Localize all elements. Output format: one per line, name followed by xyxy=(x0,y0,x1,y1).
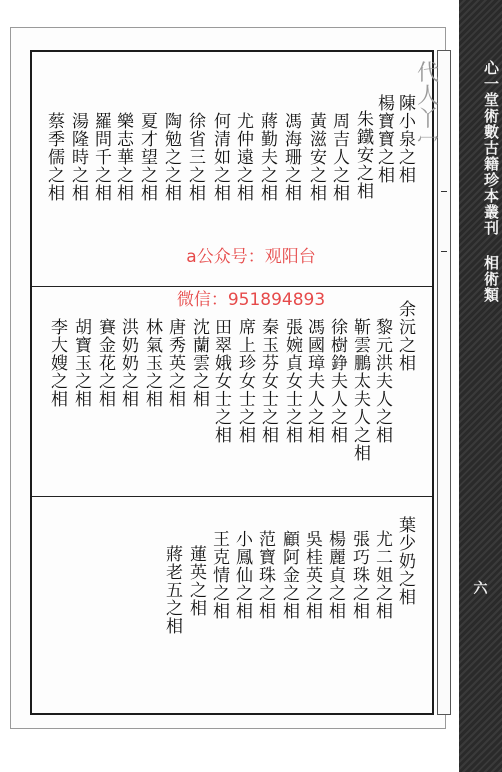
name-entry: 徐省三之相 xyxy=(185,112,205,202)
name-entry: 尤仲遠之相 xyxy=(233,112,253,202)
name-entry: 范寶珠之相 xyxy=(255,530,275,620)
name-entry: 秦玉芬女士之相 xyxy=(258,318,278,444)
header-char: 丫 xyxy=(416,107,439,133)
name-entry: 尤二姐之相 xyxy=(372,530,392,620)
name-entry: 吳桂英之相 xyxy=(302,530,322,620)
name-entry: 陳小泉之相 xyxy=(395,94,415,184)
section-divider-2 xyxy=(32,496,432,497)
name-entry: 張巧珠之相 xyxy=(349,530,369,620)
watermark-line: 微信：951894893 xyxy=(176,290,326,310)
name-entry: 葉少奶之相 xyxy=(395,516,415,606)
name-entry: 羅問千之相 xyxy=(91,112,111,202)
name-entry: 唐秀英之相 xyxy=(165,318,185,408)
name-entry: 靳雲鵬太夫人之相 xyxy=(350,318,370,462)
name-entry: 蔣勤夫之相 xyxy=(257,112,277,202)
name-entry: 林氣玉之相 xyxy=(142,318,162,408)
name-entry: 王克情之相 xyxy=(209,530,229,620)
name-entry: 席上珍女士之相 xyxy=(235,318,255,444)
name-entry: 余沅之相 xyxy=(395,300,415,372)
name-entry: 陶勉之之相 xyxy=(161,112,181,202)
name-entry: 何清如之相 xyxy=(210,112,230,202)
name-entry: 周吉人之相 xyxy=(329,112,349,202)
name-entry: 樂志華之相 xyxy=(113,112,133,202)
name-entry: 馮國璋夫人之相 xyxy=(304,318,324,444)
name-entry: 蔡季儒之相 xyxy=(44,112,64,202)
name-entry: 小鳳仙之相 xyxy=(232,530,252,620)
name-entry: 楊麗貞之相 xyxy=(325,530,345,620)
name-entry: 湯隆時之相 xyxy=(68,112,88,202)
name-entry: 張婉貞女士之相 xyxy=(282,318,302,444)
name-entry: 蔣老五之相 xyxy=(162,545,182,635)
header-fragment xyxy=(414,62,442,154)
header-char: 代 xyxy=(416,61,439,86)
name-entry: 胡寶玉之相 xyxy=(71,318,91,408)
name-entry: 黎元洪夫人之相 xyxy=(372,318,392,444)
name-entry: 顧阿金之相 xyxy=(279,530,299,620)
name-entry: 朱鐵安之相 xyxy=(353,110,373,200)
name-entry: 徐樹錚夫人之相 xyxy=(327,318,347,444)
page-number: 六 xyxy=(473,581,488,597)
name-entry: 蓮英之相 xyxy=(186,545,206,617)
name-entry: 田翠娥女士之相 xyxy=(211,318,231,444)
name-entry: 馮海珊之相 xyxy=(281,112,301,202)
name-entry: 沈蘭雲之相 xyxy=(189,318,209,408)
name-entry: 黃滋安之相 xyxy=(306,112,326,202)
header-char: 冖 xyxy=(416,130,439,156)
header-char: 人 xyxy=(416,84,439,110)
name-entry: 夏才望之相 xyxy=(137,112,157,202)
spine-title: 心一堂術數古籍珍本叢刊 相術類 xyxy=(482,60,500,303)
name-entry: 李大嫂之相 xyxy=(47,318,67,408)
name-entry: 洪奶奶之相 xyxy=(118,318,138,408)
watermark-line: a公众号：观阳台 xyxy=(186,247,316,267)
name-entry: 楊寶寶之相 xyxy=(374,94,394,184)
book-spine xyxy=(459,0,502,772)
name-entry: 賽金花之相 xyxy=(95,318,115,408)
